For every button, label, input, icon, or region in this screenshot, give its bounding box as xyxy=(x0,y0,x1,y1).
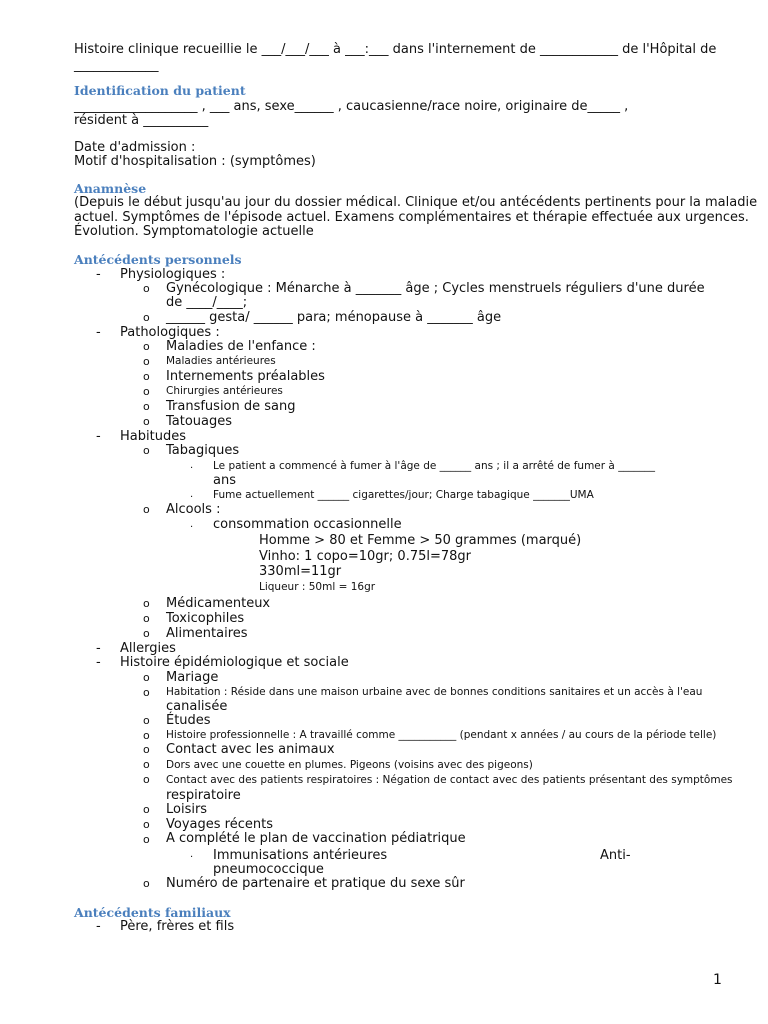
circle-bullet: o xyxy=(143,729,150,742)
list-item-continuation: respiratoire xyxy=(166,788,241,803)
list-item: Tatouages xyxy=(166,414,233,429)
list-item: Maladies antérieures xyxy=(166,355,276,367)
circle-bullet: o xyxy=(143,355,150,368)
header-line: Histoire clinique recueillie le ___/___/___ à ___:___ dans l'internement de ____________ de l'Hôpital de xyxy=(74,42,717,57)
list-item: Alimentaires xyxy=(166,626,248,641)
list-item: ______ gesta/ ______ para; ménopause à _______ âge xyxy=(166,310,502,325)
dot-bullet: . xyxy=(190,489,194,500)
list-item: Mariage xyxy=(166,670,219,685)
dash-bullet: - xyxy=(96,919,101,934)
dash-bullet: - xyxy=(96,325,101,340)
circle-bullet: o xyxy=(143,743,150,756)
circle-bullet: o xyxy=(143,370,150,383)
list-item: Allergies xyxy=(120,641,176,656)
list-item: Numéro de partenaire et pratique du sexe sûr xyxy=(166,876,465,891)
circle-bullet: o xyxy=(143,627,150,640)
section-heading-anamnese: Anamnèse xyxy=(74,181,147,196)
dash-bullet: - xyxy=(96,267,101,282)
page-number: 1 xyxy=(713,972,722,988)
circle-bullet: o xyxy=(143,385,150,398)
list-item: Internements préalables xyxy=(166,369,325,384)
anamnese-line: (Depuis le début jusqu'au jour du dossier médical. Clinique et/ou antécédents pertinents pour la maladie xyxy=(74,195,758,210)
section-heading-antecedents-personnels: Antécédents personnels xyxy=(74,252,242,267)
list-item-continuation: ans xyxy=(213,473,236,488)
circle-bullet: o xyxy=(143,400,150,413)
circle-bullet: o xyxy=(143,340,150,353)
circle-bullet: o xyxy=(143,597,150,610)
list-item: Habitudes xyxy=(120,429,186,444)
list-item: Voyages récents xyxy=(166,817,273,832)
list-item: Gynécologique : Ménarche à _______ âge ; Cycles menstruels réguliers d'une durée xyxy=(166,281,705,296)
circle-bullet: o xyxy=(143,803,150,816)
list-item: Le patient a commencé à fumer à l'âge de ______ ans ; il a arrêté de fumer à _______ xyxy=(213,460,655,472)
list-item: A complété le plan de vaccination pédiatrique xyxy=(166,831,466,846)
circle-bullet: o xyxy=(143,818,150,831)
section-heading-identification: Identification du patient xyxy=(74,83,246,98)
identification-line: ___________________ , ___ ans, sexe______ , caucasienne/race noire, originaire de_____ , xyxy=(74,99,629,114)
circle-bullet: o xyxy=(143,877,150,890)
list-item-continuation: de ____/____; xyxy=(166,295,248,310)
dot-bullet: . xyxy=(190,849,194,860)
list-item: Toxicophiles xyxy=(166,611,245,626)
list-item: Études xyxy=(166,713,211,728)
list-item: Habitation : Réside dans une maison urbaine avec de bonnes conditions sanitaires et un accès à l'eau xyxy=(166,686,703,698)
list-item-continuation: pneumococcique xyxy=(213,862,324,877)
anamnese-line: actuel. Symptômes de l'épisode actuel. Examens complémentaires et thérapie effectuée aux urgences. xyxy=(74,210,749,225)
circle-bullet: o xyxy=(143,311,150,324)
list-item: Dors avec une couette en plumes. Pigeons (voisins avec des pigeons) xyxy=(166,759,533,771)
header-line: _____________ xyxy=(74,58,159,73)
list-item: Pathologiques : xyxy=(120,325,220,340)
list-item: Histoire épidémiologique et sociale xyxy=(120,655,349,670)
dot-bullet: . xyxy=(190,460,194,471)
list-item: Contact avec les animaux xyxy=(166,742,335,757)
list-item: 330ml=11gr xyxy=(259,564,342,579)
circle-bullet: o xyxy=(143,503,150,516)
anamnese-line: Évolution. Symptomatologie actuelle xyxy=(74,224,314,239)
circle-bullet: o xyxy=(143,671,150,684)
circle-bullet: o xyxy=(143,612,150,625)
list-item: consommation occasionnelle xyxy=(213,517,402,532)
list-item: Loisirs xyxy=(166,802,208,817)
dash-bullet: - xyxy=(96,429,101,444)
circle-bullet: o xyxy=(143,714,150,727)
list-item: Immunisations antérieures xyxy=(213,848,388,863)
list-item: Père, frères et fils xyxy=(120,919,235,934)
list-item: Alcools : xyxy=(166,502,221,517)
dash-bullet: - xyxy=(96,655,101,670)
dash-bullet: - xyxy=(96,641,101,656)
list-item: Physiologiques : xyxy=(120,267,226,282)
admission-motif: Motif d'hospitalisation : (symptômes) xyxy=(74,154,316,169)
list-item: Vinho: 1 copo=10gr; 0.75l=78gr xyxy=(259,549,472,564)
circle-bullet: o xyxy=(143,758,150,771)
list-item: Maladies de l'enfance : xyxy=(166,339,316,354)
list-item: Chirurgies antérieures xyxy=(166,385,283,397)
list-item: Histoire professionnelle : A travaillé comme ___________ (pendant x années / au cours de la période telle) xyxy=(166,729,717,741)
circle-bullet: o xyxy=(143,415,150,428)
section-heading-antecedents-familiaux: Antécédents familiaux xyxy=(74,905,231,920)
list-item: Transfusion de sang xyxy=(166,399,296,414)
circle-bullet: o xyxy=(143,282,150,295)
circle-bullet: o xyxy=(143,833,150,846)
circle-bullet: o xyxy=(143,773,150,786)
circle-bullet: o xyxy=(143,444,150,457)
list-item: Liqueur : 50ml = 16gr xyxy=(259,581,376,593)
identification-line: résident à __________ xyxy=(74,113,209,128)
admission-date: Date d'admission : xyxy=(74,140,196,155)
dot-bullet: . xyxy=(190,519,194,530)
list-item: Fume actuellement ______ cigarettes/jour; Charge tabagique _______UMA xyxy=(213,489,594,501)
circle-bullet: o xyxy=(143,686,150,699)
list-item-right: Anti- xyxy=(600,848,631,863)
list-item: Tabagiques xyxy=(166,443,240,458)
list-item: Homme > 80 et Femme > 50 grammes (marqué) xyxy=(259,533,582,548)
list-item: Contact avec des patients respiratoires : Négation de contact avec des patients présentant des symptômes xyxy=(166,774,733,786)
list-item: Médicamenteux xyxy=(166,596,271,611)
list-item-continuation: canalisée xyxy=(166,699,228,714)
